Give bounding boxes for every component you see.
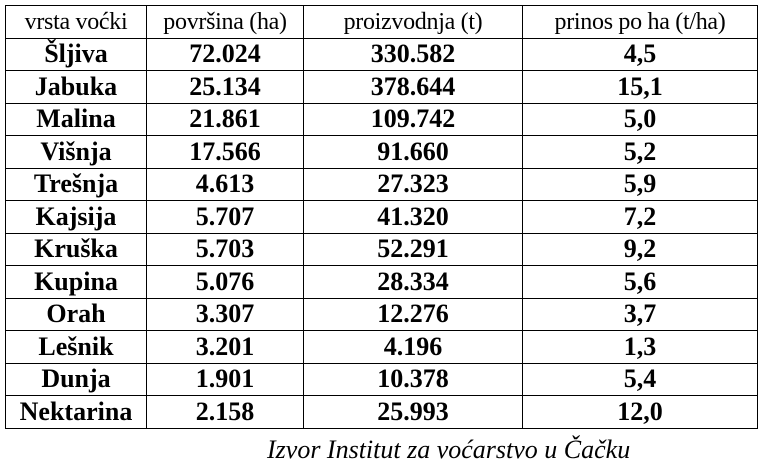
cell-production: 12.276 (304, 298, 523, 331)
cell-area: 5.076 (147, 266, 304, 299)
cell-yield: 15,1 (523, 71, 758, 104)
cell-area: 5.707 (147, 201, 304, 234)
table-row (6, 71, 758, 104)
cell-production: 330.582 (304, 38, 523, 71)
cell-area: 5.703 (147, 233, 304, 266)
cell-yield: 5,9 (523, 168, 758, 201)
cell-production: 109.742 (304, 103, 523, 136)
cell-fruit-type: Nektarina (6, 396, 147, 429)
cell-yield: 3,7 (523, 298, 758, 331)
header-yield: prinos po ha (t/ha) (523, 6, 758, 39)
cell-area: 25.134 (147, 71, 304, 104)
cell-area: 3.307 (147, 298, 304, 331)
cell-fruit-type: Malina (6, 103, 147, 136)
cell-area: 17.566 (147, 136, 304, 169)
cell-area: 3.201 (147, 331, 304, 364)
cell-yield: 1,3 (523, 331, 758, 364)
table-row (6, 201, 758, 234)
cell-fruit-type: Orah (6, 298, 147, 331)
cell-production: 52.291 (304, 233, 523, 266)
cell-area: 72.024 (147, 38, 304, 71)
source-note: Izvor Institut za voćarstvo u Čačku (267, 435, 631, 464)
cell-fruit-type: Višnja (6, 136, 147, 169)
table-row (6, 266, 758, 299)
cell-area: 21.861 (147, 103, 304, 136)
cell-production: 25.993 (304, 396, 523, 429)
table-row (6, 396, 758, 429)
header-area: površina (ha) (147, 6, 304, 39)
cell-production: 91.660 (304, 136, 523, 169)
cell-yield: 5,2 (523, 136, 758, 169)
cell-area: 1.901 (147, 363, 304, 396)
header-production: proizvodnja (t) (304, 6, 523, 39)
table-row (6, 233, 758, 266)
cell-production: 28.334 (304, 266, 523, 299)
cell-area: 2.158 (147, 396, 304, 429)
cell-fruit-type: Trešnja (6, 168, 147, 201)
table-row (6, 136, 758, 169)
cell-fruit-type: Dunja (6, 363, 147, 396)
cell-fruit-type: Lešnik (6, 331, 147, 364)
table-row (6, 331, 758, 364)
cell-yield: 5,0 (523, 103, 758, 136)
cell-yield: 12,0 (523, 396, 758, 429)
table-row (6, 38, 758, 71)
table-row (6, 103, 758, 136)
cell-yield: 5,6 (523, 266, 758, 299)
table-row (6, 363, 758, 396)
cell-production: 378.644 (304, 71, 523, 104)
cell-yield: 4,5 (523, 38, 758, 71)
cell-yield: 7,2 (523, 201, 758, 234)
cell-production: 41.320 (304, 201, 523, 234)
fruit-production-table (5, 5, 758, 429)
cell-production: 4.196 (304, 331, 523, 364)
cell-yield: 5,4 (523, 363, 758, 396)
header-fruit-type: vrsta voćki (6, 6, 147, 39)
cell-area: 4.613 (147, 168, 304, 201)
table-row (6, 168, 758, 201)
cell-yield: 9,2 (523, 233, 758, 266)
cell-fruit-type: Jabuka (6, 71, 147, 104)
cell-fruit-type: Šljiva (6, 38, 147, 71)
cell-production: 27.323 (304, 168, 523, 201)
cell-production: 10.378 (304, 363, 523, 396)
cell-fruit-type: Kruška (6, 233, 147, 266)
cell-fruit-type: Kupina (6, 266, 147, 299)
cell-fruit-type: Kajsija (6, 201, 147, 234)
table-row (6, 298, 758, 331)
header-row (6, 6, 758, 39)
